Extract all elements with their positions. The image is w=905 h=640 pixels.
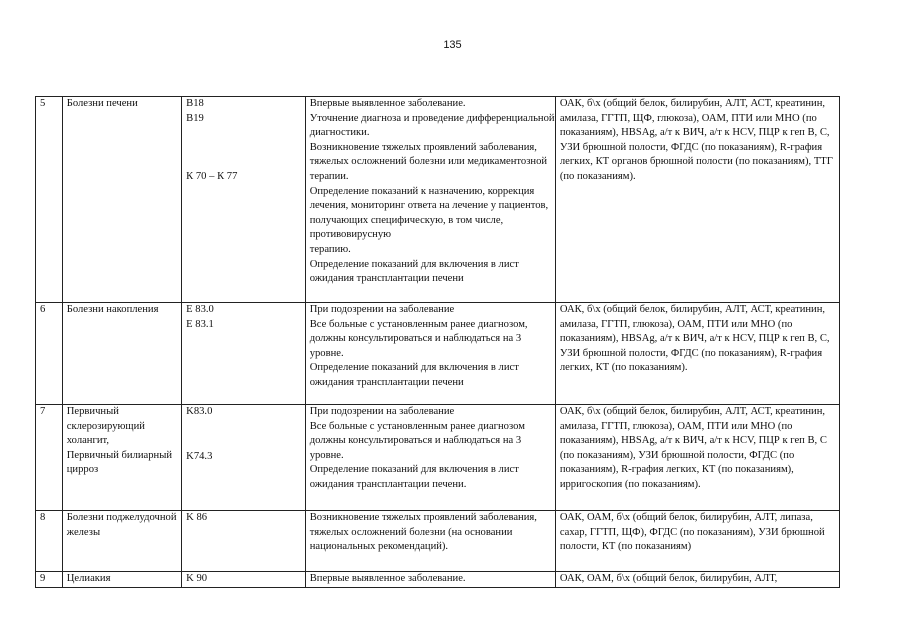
- row-number: 7: [36, 405, 63, 511]
- disease-name: Болезни печени: [62, 97, 181, 303]
- examinations: ОАК, ОАМ, б\х (общий белок, билирубин, АЛТ,: [555, 572, 839, 588]
- icd-codes: E 83.0 E 83.1: [182, 303, 306, 405]
- row-number: 5: [36, 97, 63, 303]
- indications: При подозрении на заболевание Все больные с установленным ранее диагнозом должны консультироваться и наблюдаться на 3 уровне. Определение показаний для включения в лист ожидания трансплантации печени.: [305, 405, 555, 511]
- examinations: ОАК, б\х (общий белок, билирубин, АЛТ, АСТ, креатинин, амилаза, ГГТП, глюкоза), ОАМ, ПТИ или МНО (по показаниям), HBSAg, а/т к ВИЧ, а/т к HCV, ПЦР к геп В, С (по показаниям), УЗИ брюшной полости, ФГДС (по показаниям), R-графия легких, КТ (по показаниям), ирригоскопия (по показаниям).: [555, 405, 839, 511]
- indications: Впервые выявленное заболевание.: [305, 572, 555, 588]
- indications: Впервые выявленное заболевание. Уточнение диагноза и проведение дифференциальной диагностики. Возникновение тяжелых проявлений заболевания, тяжелых осложнений болезни или медикаментозной терапии. Определение показаний к назначению, коррекция лечения, мониторинг ответа на лечение у пациентов, получающих специфическую, в том числе, противовирусную терапию. Определение показаний для включения в лист ожидания трансплантации печени: [305, 97, 555, 303]
- disease-name: Болезни поджелудочной железы: [62, 511, 181, 572]
- icd-codes-bottom: К 70 – К 77: [186, 171, 238, 183]
- examinations: ОАК, б\х (общий белок, билирубин, АЛТ, АСТ, креатинин, амилаза, ГГТП, ЩФ, глюкоза), ОАМ, ПТИ или МНО (по показаниям), HBSAg, а/т к ВИЧ, а/т к HCV, ПЦР к геп В, С, УЗИ брюшной полости, ФГДС (по показаниям), R-графия легких, КТ органов брюшной полости (по показаниям), ТТГ (по показаниям).: [555, 97, 839, 303]
- examinations: ОАК, б\х (общий белок, билирубин, АЛТ, АСТ, креатинин, амилаза, ГГТП, глюкоза), ОАМ, ПТИ или МНО (по показаниям), HBSAg, а/т к ВИЧ, а/т к HCV, ПЦР к геп В, С, УЗИ брюшной полости, ФГДС (по показаниям), R-графия легких, КТ (по показаниям).: [555, 303, 839, 405]
- indications: Возникновение тяжелых проявлений заболевания, тяжелых осложнений болезни (на основании национальных рекомендаций).: [305, 511, 555, 572]
- table-row: [36, 405, 840, 511]
- disease-name: Целиакия: [62, 572, 181, 588]
- page-number: 135: [443, 39, 462, 51]
- disease-name: Первичный склерозирующий холангит, Первичный билиарный цирроз: [62, 405, 181, 511]
- icd-codes: [182, 405, 306, 511]
- icd-codes-bottom: K74.3: [186, 450, 213, 462]
- row-number: 9: [36, 572, 63, 588]
- icd-codes: K 90: [182, 572, 306, 588]
- table-row: [36, 97, 840, 303]
- indications: При подозрении на заболевание Все больные с установленным ранее диагнозом, должны консультироваться и наблюдаться на 3 уровне. Определение показаний для включения в лист ожидания трансплантации печени: [305, 303, 555, 405]
- icd-codes-top: B18 B19: [186, 98, 204, 124]
- referral-table: [35, 96, 840, 588]
- row-number: 6: [36, 303, 63, 405]
- row-number: 8: [36, 511, 63, 572]
- table-row: [36, 572, 840, 588]
- icd-codes: [182, 97, 306, 303]
- table-row: [36, 303, 840, 405]
- icd-codes: K 86: [182, 511, 306, 572]
- disease-name: Болезни накопления: [62, 303, 181, 405]
- examinations: ОАК, ОАМ, б\х (общий белок, билирубин, АЛТ, липаза, сахар, ГГТП, ЩФ), ФГДС (по показаниям), УЗИ брюшной полости, КТ (по показаниям): [555, 511, 839, 572]
- table-row: [36, 511, 840, 572]
- icd-codes-top: K83.0: [186, 406, 213, 417]
